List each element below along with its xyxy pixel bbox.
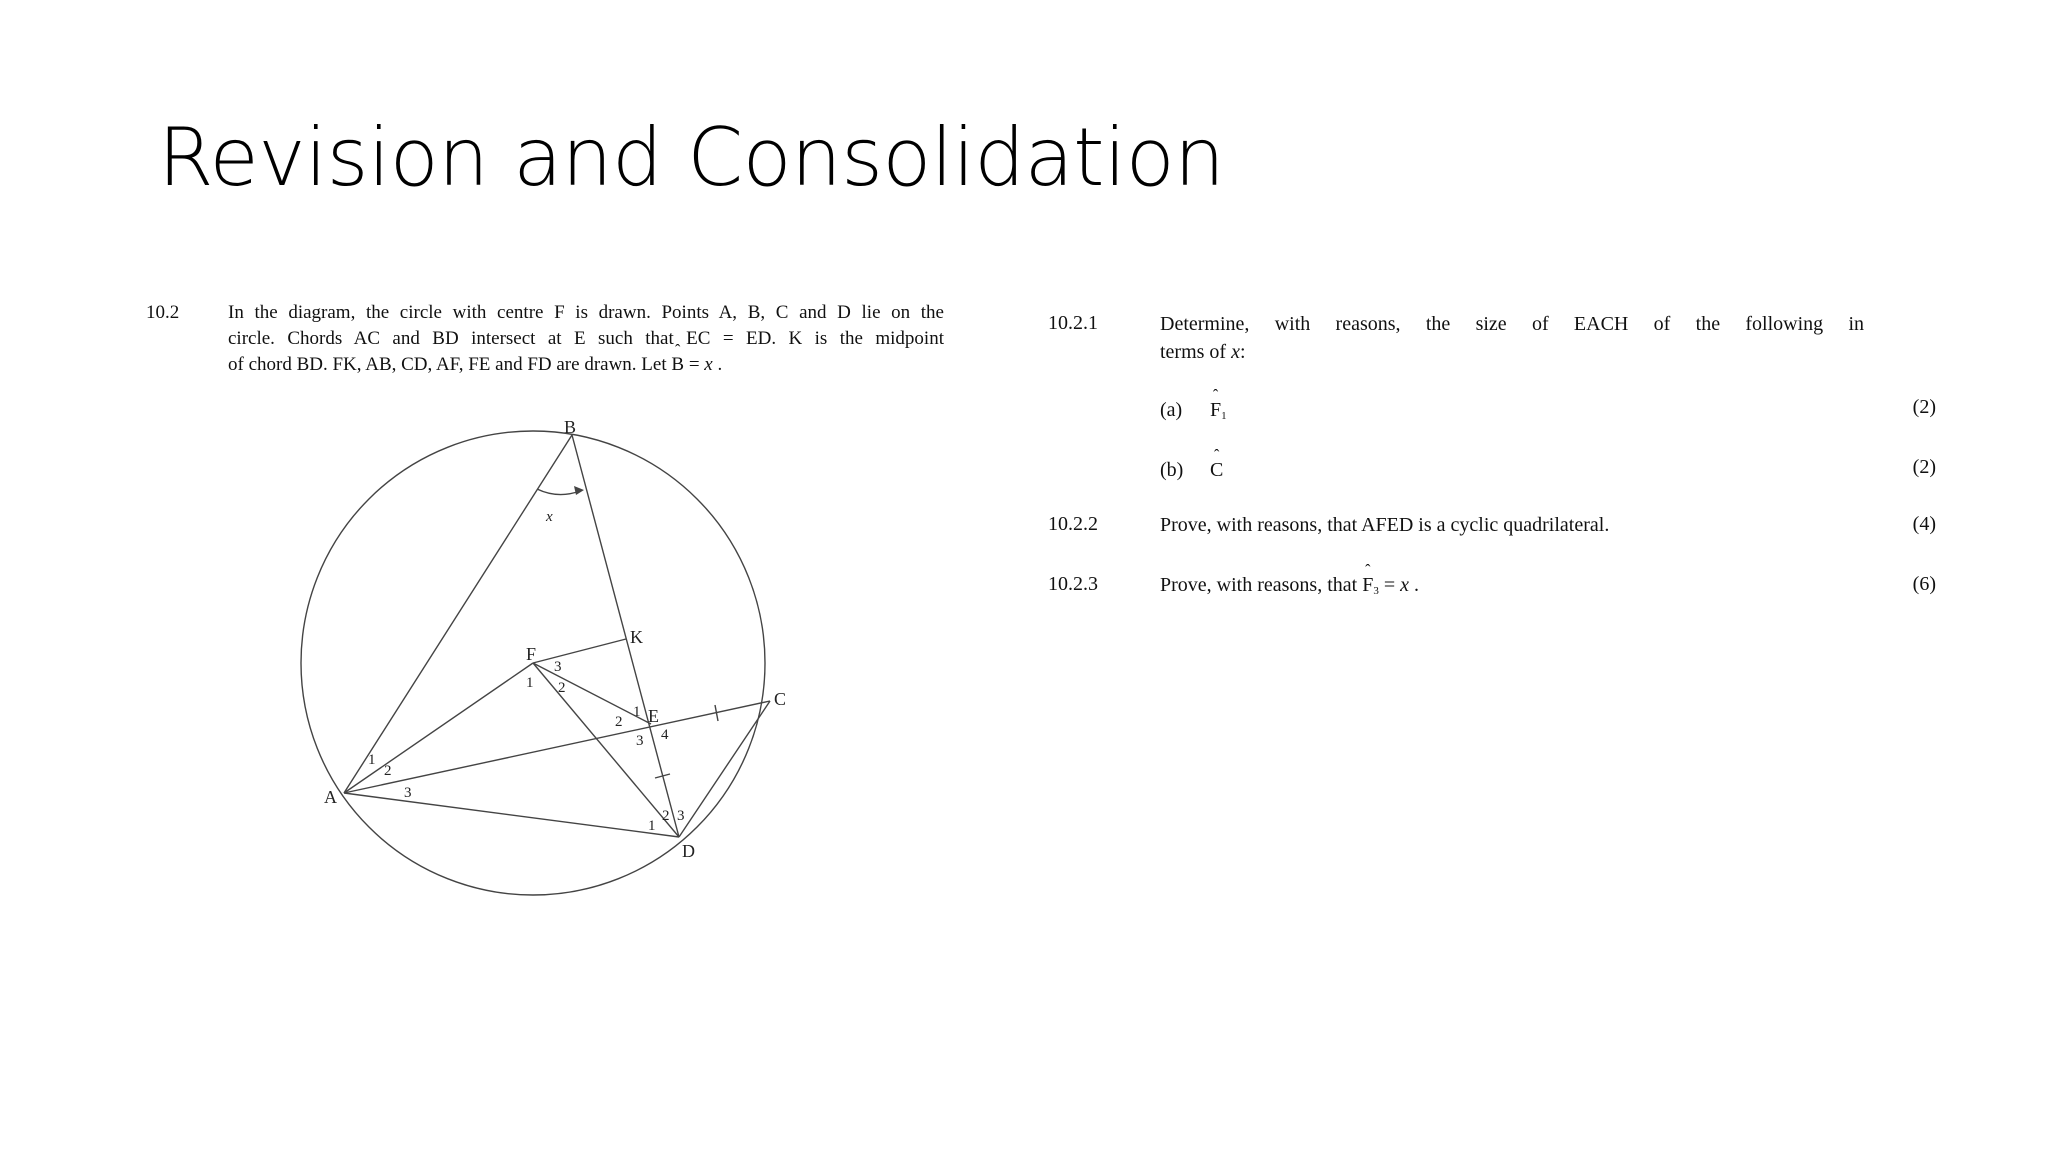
part-a-marks: (2) bbox=[1912, 396, 1936, 418]
segment-fd bbox=[533, 663, 679, 837]
question-number: 10.2 bbox=[146, 302, 180, 323]
part-a bbox=[1160, 396, 1227, 430]
subquestion-text-10-2-1 bbox=[1160, 310, 1864, 366]
subquestion-number-10-2-1: 10.2.1 bbox=[1048, 312, 1098, 334]
point-label-f: F bbox=[526, 644, 537, 664]
question-line-2: circle. Chords AC and BD intersect at E such that EC = ED. K is the midpoint bbox=[228, 328, 944, 349]
point-label-e: E bbox=[648, 706, 659, 726]
angle-number-d3: 3 bbox=[677, 808, 685, 824]
point-label-a: A bbox=[324, 787, 337, 807]
part-a-angle: ˆ F bbox=[1210, 396, 1221, 424]
terms-of-text: terms of bbox=[1160, 341, 1232, 363]
angle-number-a2: 2 bbox=[384, 763, 392, 779]
angle-number-f2: 2 bbox=[558, 680, 566, 696]
subquestion-text-10-2-3 bbox=[1160, 571, 1419, 605]
angle-f3-symbol: ˆ F bbox=[1362, 571, 1373, 599]
point-label-k: K bbox=[630, 627, 643, 647]
subquestion-10-2-1-line-2 bbox=[1160, 341, 1246, 363]
part-a-angle-sub: 1 bbox=[1221, 410, 1227, 422]
point-label-d: D bbox=[682, 841, 695, 861]
subquestion-text-10-2-2: Prove, with reasons, that AFED is a cyclic quadrilateral. bbox=[1160, 514, 1610, 536]
angle-number-d2: 2 bbox=[662, 808, 670, 824]
part-b bbox=[1160, 456, 1223, 484]
angle-f3-sub: 3 bbox=[1373, 585, 1379, 597]
let-variable: x bbox=[704, 354, 713, 375]
subquestion-number-10-2-3: 10.2.3 bbox=[1048, 573, 1098, 595]
angle-number-f1: 1 bbox=[526, 675, 534, 691]
let-equals: = bbox=[684, 354, 705, 375]
question-line-1: In the diagram, the circle with centre F is drawn. Points A, B, C and D lie on the bbox=[228, 302, 944, 323]
slide-title: Revision and Consolidation bbox=[158, 111, 1225, 204]
part-b-label: (b) bbox=[1160, 459, 1184, 481]
part-b-marks: (2) bbox=[1912, 456, 1936, 478]
angle-number-f3: 3 bbox=[554, 659, 562, 675]
question-line-3 bbox=[228, 352, 944, 378]
angle-b-arrowhead bbox=[574, 486, 584, 495]
angle-number-e1: 1 bbox=[633, 704, 641, 720]
segment-af bbox=[344, 663, 533, 793]
chord-bd bbox=[572, 435, 679, 837]
point-label-c: C bbox=[774, 689, 787, 709]
subquestion-10-2-3-marks: (6) bbox=[1912, 573, 1936, 595]
question-line-3-text: of chord BD. FK, AB, CD, AF, FE and FD are drawn. Let bbox=[228, 354, 672, 375]
prove-equals: = bbox=[1378, 574, 1401, 596]
angle-b-arc bbox=[537, 489, 580, 495]
angle-number-e4: 4 bbox=[661, 727, 669, 743]
prove-text: Prove, with reasons, that bbox=[1160, 574, 1363, 596]
angle-number-a1: 1 bbox=[368, 752, 376, 768]
point-label-b: B bbox=[564, 417, 577, 437]
angle-number-e2: 2 bbox=[615, 714, 623, 730]
angle-number-d1: 1 bbox=[648, 818, 656, 834]
question-statement bbox=[228, 300, 944, 378]
angle-number-a3: 3 bbox=[404, 785, 412, 801]
prove-variable: x bbox=[1400, 574, 1409, 596]
subquestion-10-2-1-line-1: Determine, with reasons, the size of EACH of the following in bbox=[1160, 313, 1864, 335]
chord-ac bbox=[344, 701, 770, 793]
subquestion-10-2-2-marks: (4) bbox=[1912, 513, 1936, 535]
segment-fk bbox=[533, 639, 626, 663]
chord-cd bbox=[679, 701, 770, 837]
part-b-angle: ˆ C bbox=[1210, 456, 1223, 484]
terms-of-end: : bbox=[1239, 341, 1246, 363]
prove-end: . bbox=[1408, 574, 1419, 596]
angle-b-symbol: ˆ B bbox=[671, 352, 684, 378]
let-end: . bbox=[712, 354, 723, 375]
part-a-label: (a) bbox=[1160, 399, 1183, 421]
subquestion-number-10-2-2: 10.2.2 bbox=[1048, 513, 1098, 535]
angle-number-e3: 3 bbox=[636, 733, 644, 749]
terms-of-variable: x bbox=[1231, 341, 1240, 363]
circle-geometry-diagram bbox=[290, 405, 850, 905]
angle-variable-label: x bbox=[546, 509, 553, 525]
segment-ad bbox=[344, 793, 679, 837]
